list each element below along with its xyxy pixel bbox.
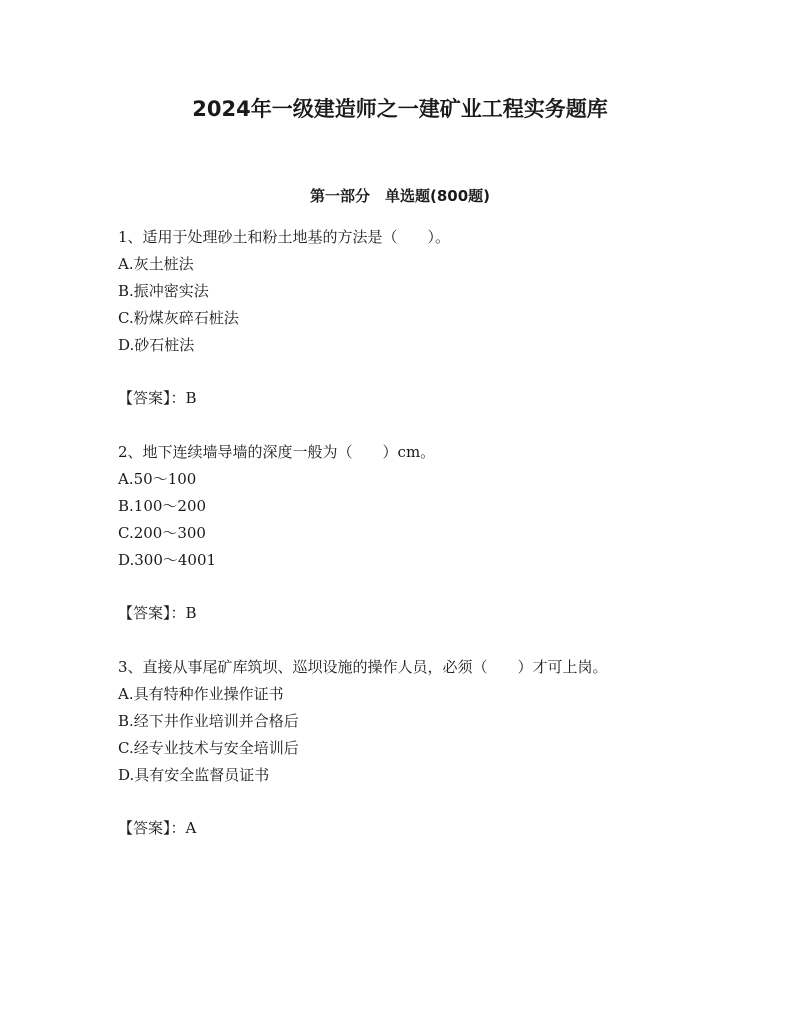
document-title: 2024年一级建造师之一建矿业工程实务题库 (192, 97, 608, 121)
option-c: C.200～300 (118, 524, 206, 542)
answer-line: 【答案】：B (118, 389, 197, 407)
option-d: D.300～4001 (118, 551, 217, 569)
option-d: D.砂石桩法 (118, 336, 195, 354)
option-b: B.100～200 (118, 497, 207, 515)
answer-line: 【答案】：A (118, 819, 197, 837)
option-b: B.振冲密实法 (118, 282, 209, 300)
question-1 (118, 224, 678, 412)
option-a: A.具有特种作业操作证书 (118, 685, 284, 703)
option-d: D.具有安全监督员证书 (118, 766, 270, 784)
question-2 (118, 439, 678, 627)
option-a: A.灰土桩法 (118, 255, 194, 273)
option-a: A.50～100 (118, 470, 197, 488)
question-list (118, 224, 678, 842)
answer-line: 【答案】：B (118, 604, 197, 622)
option-c: C.经专业技术与安全培训后 (118, 739, 299, 757)
option-b: B.经下井作业培训并合格后 (118, 712, 299, 730)
question-stem: 1、适用于处理砂土和粉土地基的方法是（ ）。 (118, 228, 451, 246)
question-3 (118, 654, 678, 842)
question-stem: 3、直接从事尾矿库筑坝、巡坝设施的操作人员，必须（ ）才可上岗。 (118, 658, 608, 676)
section-title: 第一部分 单选题(800题) (309, 187, 491, 205)
option-c: C.粉煤灰碎石桩法 (118, 309, 239, 327)
question-stem: 2、地下连续墙导墙的深度一般为（ ）cm。 (118, 443, 436, 461)
